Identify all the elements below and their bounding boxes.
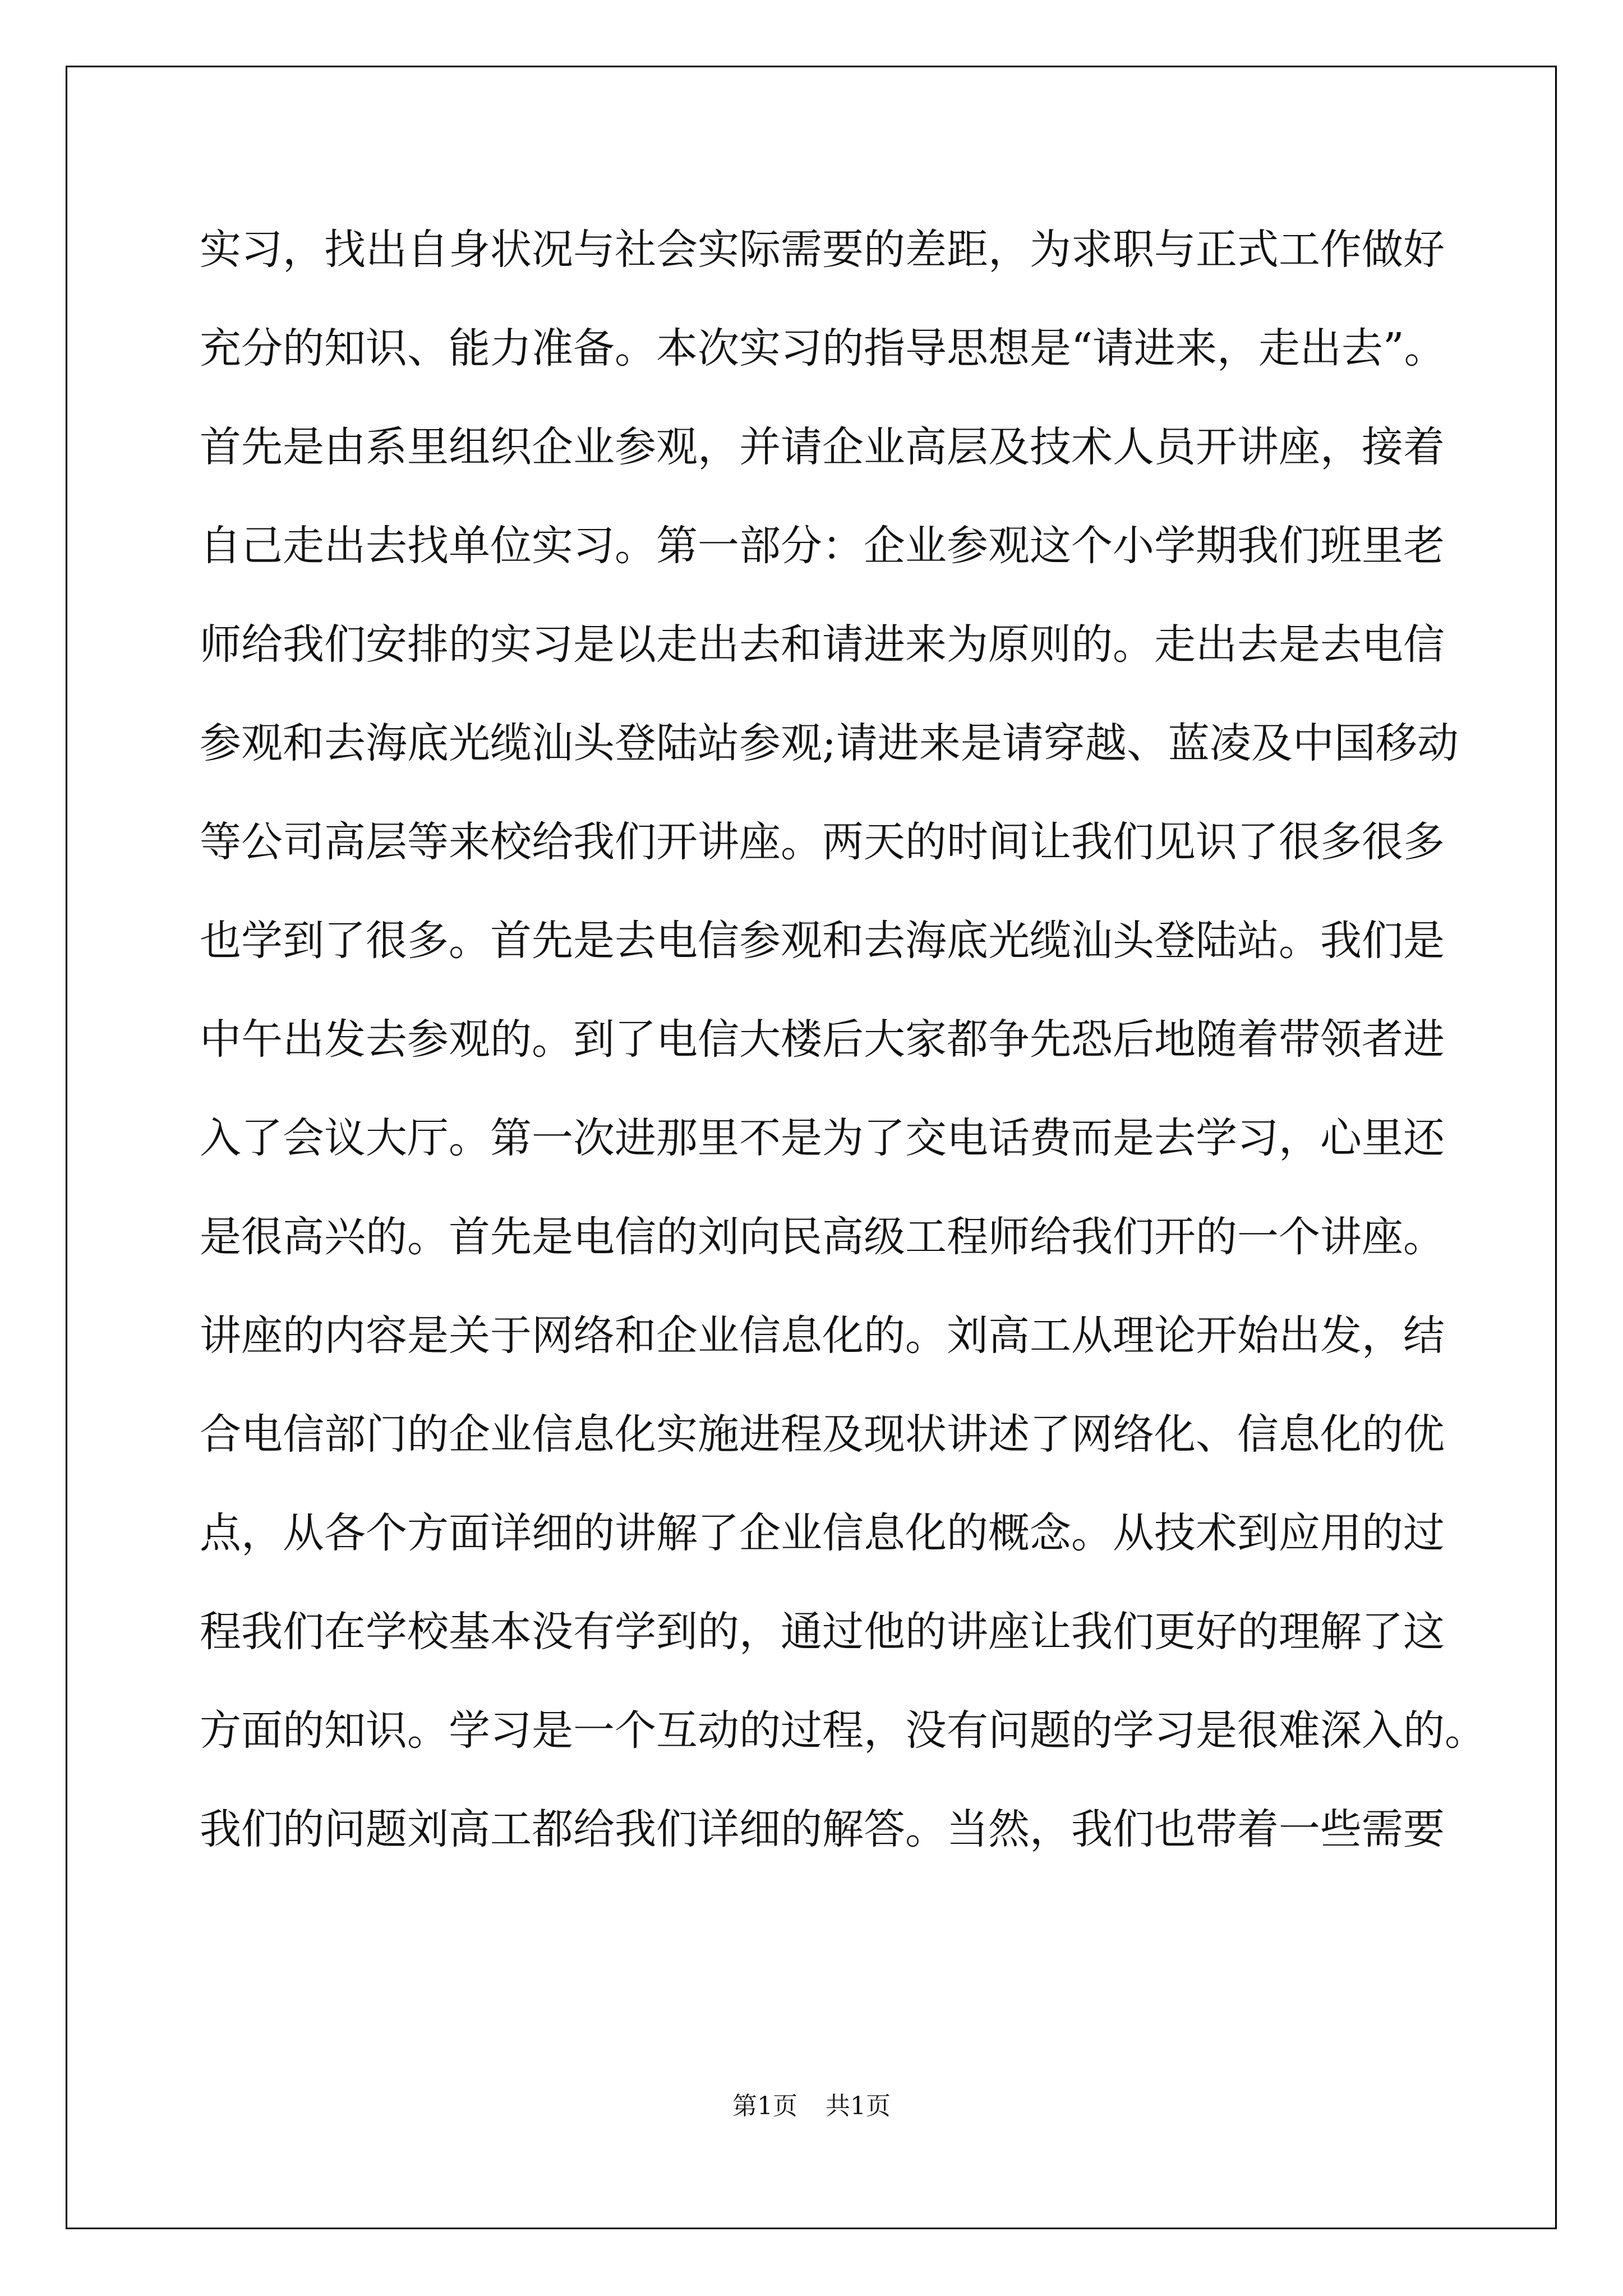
body-line: 参观和去海底光缆汕头登陆站参观;请进来是请穿越、蓝凌及中国移动 xyxy=(200,719,1459,767)
document-body xyxy=(200,210,1486,1889)
body-line: 程我们在学校基本没有学到的，通过他的讲座让我们更好的理解了这 xyxy=(200,1608,1445,1656)
body-line: 讲座的内容是关于网络和企业信息化的。刘高工从理论开始出发，结 xyxy=(200,1312,1445,1360)
body-line: 实习，找出自身状况与社会实际需要的差距，为求职与正式工作做好 xyxy=(200,226,1445,274)
body-line: 中午出发去参观的。到了电信大楼后大家都争先恐后地随着带领者进 xyxy=(200,1015,1445,1064)
body-line: 等公司高层等来校给我们开讲座。两天的时间让我们见识了很多很多 xyxy=(200,818,1445,866)
body-line: 是很高兴的。首先是电信的刘向民高级工程师给我们开的一个讲座。 xyxy=(200,1213,1445,1261)
page-footer xyxy=(0,2086,1623,2122)
body-line: 入了会议大厅。第一次进那里不是为了交电话费而是去学习，心里还 xyxy=(200,1114,1445,1162)
page-number-current: 第1页 xyxy=(732,2092,797,2120)
body-line: 我们的问题刘高工都给我们详细的解答。当然，我们也带着一些需要 xyxy=(200,1805,1445,1853)
body-line: 合电信部门的企业信息化实施进程及现状讲述了网络化、信息化的优 xyxy=(200,1410,1445,1458)
body-line: 点，从各个方面详细的讲解了企业信息化的概念。从技术到应用的过 xyxy=(200,1509,1445,1557)
body-line: 充分的知识、能力准备。本次实习的指导思想是“请进来，走出去”。 xyxy=(200,324,1446,372)
page-number-total: 共1页 xyxy=(826,2092,891,2120)
body-line: 也学到了很多。首先是去电信参观和去海底光缆汕头登陆站。我们是 xyxy=(200,917,1445,965)
body-line: 师给我们安排的实习是以走出去和请进来为原则的。走出去是去电信 xyxy=(200,620,1445,669)
body-line: 方面的知识。学习是一个互动的过程，没有问题的学习是很难深入的。 xyxy=(200,1706,1486,1755)
body-line: 首先是由系里组织企业参观，并请企业高层及技术人员开讲座，接着 xyxy=(200,423,1445,471)
body-line: 自己走出去找单位实习。第一部分：企业参观这个小学期我们班里老 xyxy=(200,522,1445,570)
